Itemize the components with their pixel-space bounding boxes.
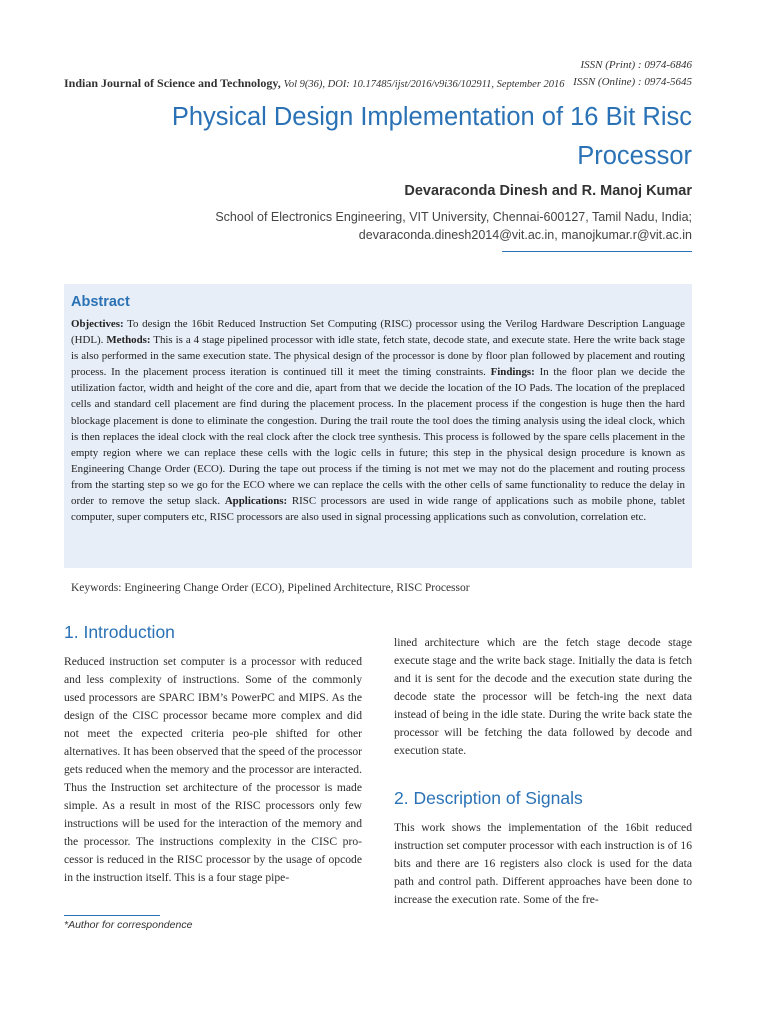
affiliation	[215, 208, 692, 244]
journal-name: Indian Journal of Science and Technology,	[64, 76, 281, 90]
introduction-heading: 1. Introduction	[64, 622, 175, 642]
signals-heading: 2. Description of Signals	[394, 788, 583, 808]
objectives-label: Objectives:	[71, 318, 124, 330]
authors: Devaraconda Dinesh and R. Manoj Kumar	[404, 183, 692, 199]
journal-citation	[64, 76, 565, 91]
issn-block	[573, 57, 692, 91]
methods-label: Methods:	[106, 334, 151, 347]
footnote: *Author for correspondence	[64, 919, 193, 931]
abstract-text	[71, 316, 685, 525]
affiliation-line-1: School of Electronics Engineering, VIT University, Chennai-600127, Tamil Nadu, India;	[215, 210, 692, 224]
introduction-continued-text: lined architecture which are the fetch stage decode stage execute stage and the write back stage. Initially the data is fetch and it is sent for the decode and the execution state during the decode state the processor will be fetch-ing the next data instead of being in the idle state. During the write back state the processor will be fetching the data followed by decode and execution state.	[394, 636, 692, 757]
left-column	[64, 622, 362, 887]
journal-meta: Vol 9(36), DOI: 10.17485/ijst/2016/v9i36/102911, September 2016	[283, 79, 565, 90]
issn-print: ISSN (Print) : 0974-6846	[580, 59, 692, 71]
affiliation-emails: devaraconda.dinesh2014@vit.ac.in, manojkumar.r@vit.ac.in	[358, 228, 692, 242]
findings-text: In the floor plan we decide the utilization factor, width and height of the core and die, apart from that we decide the location of the IO Pads. The location of the preplaced cells and standard cell placement are find during the placement process. In the placement process if the congestion is huge then the hard blockage placement is done to eliminate the congestion. During the trail route the tool does the timing analysis using the ideal clock, which is then replaces the ideal clock with the real clock after the clock tree synthesis. This process is followed by the spare cells placement in the empty region where we can replace these cells with the logic cells in future; this step in the physical design procedure is known as Engineering Change Order (ECO). During the tape out process if the timing is not met we may not do the placement and routing process from the starting step so we go for the ECO where we can replace the cells with the other cells of same functionality to reduce the delay in order to remove the setup slack.	[71, 366, 685, 508]
paper-title	[130, 98, 692, 176]
footnote-divider	[64, 915, 160, 916]
objectives-text: To design the 16bit Reduced Instruction Set Computing (RISC) processor using the Verilog Hardware Description Language (HDL).	[71, 318, 685, 347]
applications-label: Applications:	[224, 495, 288, 508]
abstract-box	[64, 284, 692, 568]
keywords: Keywords: Engineering Change Order (ECO), Pipelined Architecture, RISC Processor	[71, 582, 470, 594]
header-divider	[502, 251, 692, 252]
title-line-2: Processor	[577, 142, 692, 170]
signals-text: This work shows the implementation of the 16bit reduced instruction set computer processor with each instruction is of 16 bits and there are 16 registers also clock is used for the data path and control path. Different approaches have been done to increase the execution rate. Some of the fre-	[394, 821, 692, 906]
issn-online: ISSN (Online) : 0974-5645	[573, 76, 692, 88]
abstract-heading: Abstract	[71, 294, 130, 310]
findings-label: Findings:	[490, 366, 535, 379]
methods-text: This is a 4 stage pipelined processor with idle state, fetch state, decode state, and execute state. Here the write back stage is also performed in the same execution state. The physical design of the processor is done by floor plan followed by placement and routing process. In the placement process iteration is continued till it meet the timing constraints.	[71, 334, 685, 379]
introduction-text: Reduced instruction set computer is a processor with reduced and less complexity of instructions. Some of the commonly used processors are SPARC IBM’s PowerPC and MIPS. As the design of the CISC processor became more complex and did not meet the expected criteria peo-ple shifted for other alternatives. It has been observed that the speed of the processor gets reduced when the memory and the processor are interacted. Thus the Instruction set architecture of the processor is made simple. As a result in most of the RISC processors only few instructions will be used for the interaction of the memory and the processor. The instructions complexity in the CISC pro-cessor is reduced in the RISC processor by the usage of opcode in the instruction itself. This is a four stage pipe-	[64, 655, 362, 884]
applications-text: RISC processors are used in wide range of applications such as mobile phone, tablet computer, super computers etc, RISC processors are also used in signal processing applications such as convolution, correlation etc.	[71, 495, 685, 524]
right-column	[394, 634, 692, 909]
title-line-1: Physical Design Implementation of 16 Bit Risc	[171, 103, 692, 131]
